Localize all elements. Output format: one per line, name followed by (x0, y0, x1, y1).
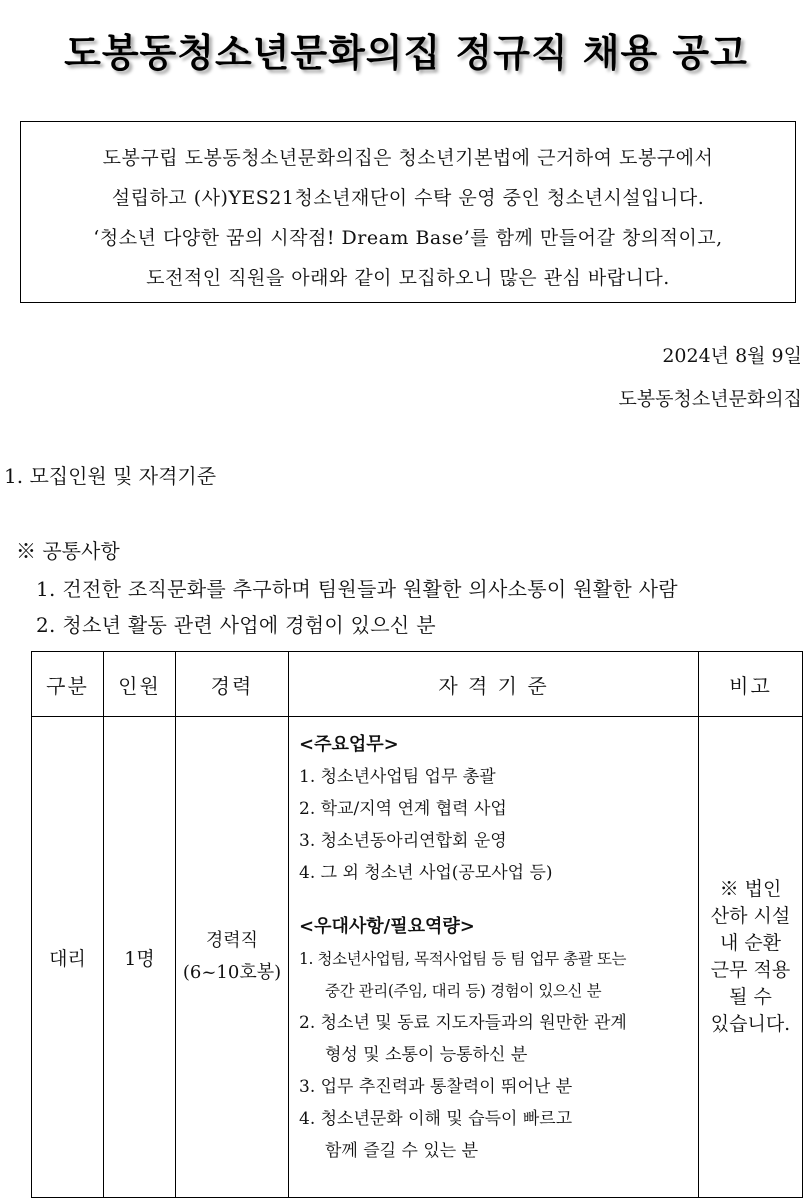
header-headcount: 인원 (104, 652, 176, 717)
spacer (299, 889, 692, 911)
intro-line: ‘청소년 다양한 꿈의 시작점! Dream Base’를 함께 만들어갈 창의적이고, (93, 227, 723, 249)
header-note: 비고 (699, 652, 803, 717)
organization-name: 도봉동청소년문화의집 (618, 388, 802, 410)
note-line: 내 순환 (719, 932, 782, 954)
table-row (32, 717, 803, 1198)
announcement-date: 2024년 8월 9일 (662, 345, 802, 367)
preferred-item-continuation: 함께 즐길 수 있는 분 (325, 1141, 478, 1161)
duty-item: 2. 학교/지역 연계 협력 사업 (299, 799, 507, 819)
intro-line: 설립하고 (사)YES21청소년재단이 수탁 운영 중인 청소년시설입니다. (111, 187, 705, 209)
preferred-item-continuation: 중간 관리(주임, 대리 등) 경험이 있으신 분 (325, 982, 602, 1000)
section-heading-recruitment: 1. 모집인원 및 자격기준 (4, 464, 217, 488)
table-header-row (32, 652, 803, 717)
header-qualification: 자 격 기 준 (289, 652, 699, 717)
preferred-item: 1. 청소년사업팀, 목적사업팀 등 팀 업무 총괄 또는 (299, 950, 627, 968)
note-line: 될 수 (729, 986, 772, 1008)
preferred-heading: <우대사항/필요역량> (299, 916, 475, 937)
intro-box (20, 121, 796, 303)
note-line: 산하 시설 (710, 905, 791, 927)
preferred-item: 4. 청소년문화 이해 및 습득이 빠르고 (299, 1109, 573, 1129)
duty-item: 4. 그 외 청소년 사업(공모사업 등) (299, 863, 553, 883)
experience-type: 경력직 (205, 930, 259, 951)
cell-category: 대리 (32, 717, 104, 1198)
common-requirements-heading: ※ 공통사항 (16, 539, 120, 563)
common-requirement-item: 2. 청소년 활동 관련 사업에 경험이 있으신 분 (36, 613, 436, 637)
note-line: 근무 적용 (710, 959, 791, 981)
page-title: 도봉동청소년문화의집 정규직 채용 공고 (64, 31, 748, 75)
cell-headcount: 1명 (104, 717, 176, 1198)
experience-grade: (6~10호봉) (182, 962, 282, 983)
preferred-item-continuation: 형성 및 소통이 능통하신 분 (325, 1045, 528, 1065)
cell-experience (176, 717, 289, 1198)
header-experience: 경력 (176, 652, 289, 717)
preferred-item: 3. 업무 추진력과 통찰력이 뛰어난 분 (299, 1077, 573, 1097)
intro-line: 도전적인 직원을 아래와 같이 모집하오니 많은 관심 바랍니다. (146, 267, 670, 289)
common-requirement-item: 1. 건전한 조직문화를 추구하며 팀원들과 원활한 의사소통이 원활한 사람 (36, 577, 678, 601)
intro-line: 도봉구립 도봉동청소년문화의집은 청소년기본법에 근거하여 도봉구에서 (102, 147, 714, 169)
note-line: 있습니다. (710, 1013, 791, 1035)
duties-heading: <주요업무> (299, 734, 399, 755)
note-line: ※ 법인 (719, 878, 782, 900)
cell-qualification (289, 717, 699, 1198)
recruitment-table (31, 651, 803, 1198)
cell-note (699, 717, 803, 1198)
duty-item: 1. 청소년사업팀 업무 총괄 (299, 767, 496, 787)
header-category: 구분 (32, 652, 104, 717)
preferred-item: 2. 청소년 및 동료 지도자들과의 원만한 관계 (299, 1013, 627, 1033)
duty-item: 3. 청소년동아리연합회 운영 (299, 831, 507, 851)
